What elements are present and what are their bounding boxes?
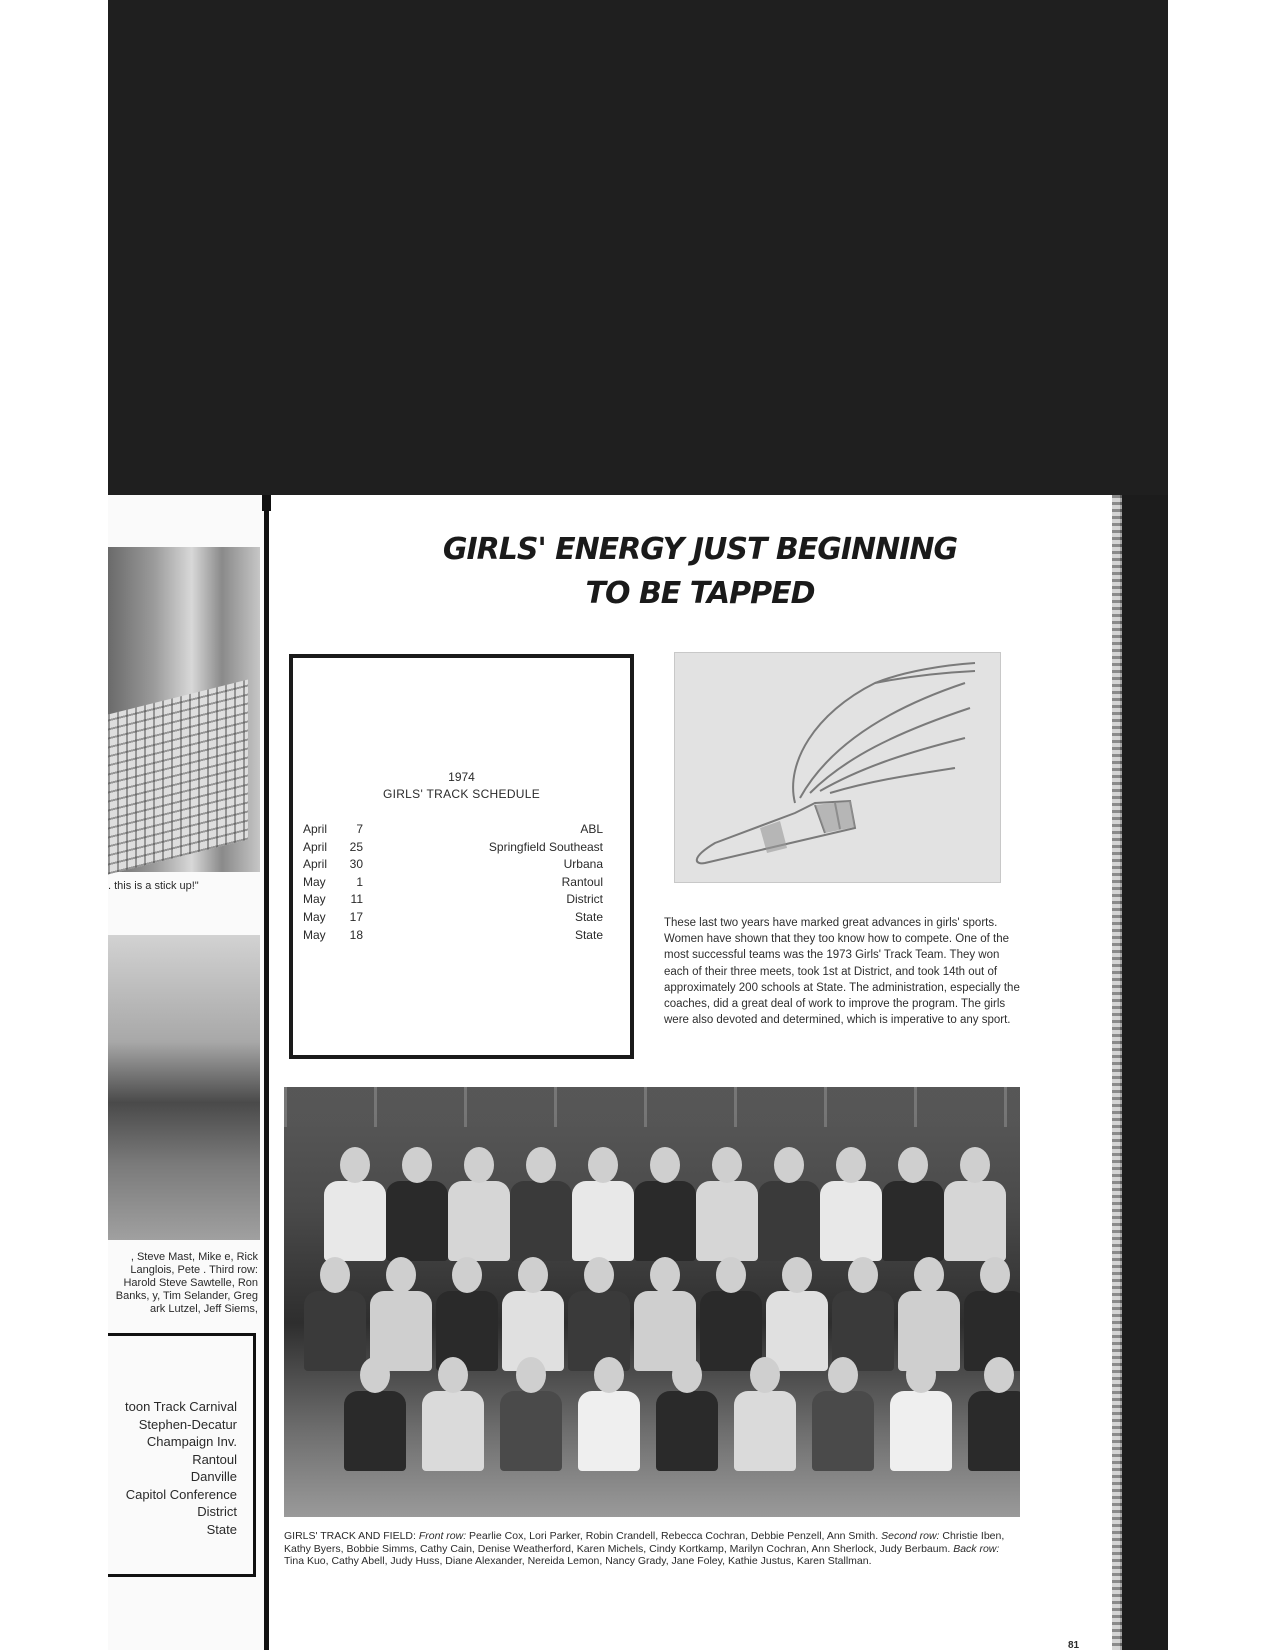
team-member-body: [820, 1181, 882, 1261]
plaid-shirt-arm: [108, 680, 248, 875]
schedule-day: 25: [349, 839, 363, 854]
team-group-photo: [284, 1087, 1020, 1517]
team-member-head: [750, 1357, 780, 1393]
team-member-head: [914, 1257, 944, 1293]
team-member-head: [774, 1147, 804, 1183]
left-photo-boys-team: [108, 935, 260, 1240]
team-member-head: [898, 1147, 928, 1183]
schedule-title: GIRLS' TRACK SCHEDULE: [382, 787, 541, 801]
page-edge-stack: [1112, 495, 1122, 1650]
schedule-opponent: District: [566, 892, 603, 907]
schedule-month: April: [303, 857, 328, 872]
team-member-head: [712, 1147, 742, 1183]
schedule-month: May: [303, 909, 326, 924]
team-member-head: [672, 1357, 702, 1393]
team-member-body: [634, 1181, 696, 1261]
team-member-head: [402, 1147, 432, 1183]
team-member-body: [344, 1391, 406, 1471]
team-member-head: [584, 1257, 614, 1293]
caption-second-label: Second row:: [881, 1530, 940, 1542]
team-member-head: [650, 1147, 680, 1183]
article-paragraph: These last two years have marked great advances in girls' sports. Women have shown that they too know how to compete. One of the most successful teams was the 1973 Girls' Track Team. They won each of their three meets, took 1st at District, and took 14th out of approximately 200 schools at State. The administration, especially the coaches, did a great deal of work to improve the program. The girls were also devoted and determined, which is imperative to any sport.: [664, 917, 1020, 1027]
schedule-row: [303, 857, 603, 875]
scan-background-right: [1120, 495, 1168, 1650]
team-member-head: [360, 1357, 390, 1393]
caption-back-label: Back row:: [953, 1542, 1000, 1555]
winged-shoe-drawing: [674, 652, 1001, 883]
team-member-head: [320, 1257, 350, 1293]
caption-front-names: Pearlie Cox, Lori Parker, Robin Crandell, Rebecca Cochran, Debbie Penzell, Ann Smith.: [469, 1530, 879, 1542]
schedule-year: 1974: [448, 770, 475, 784]
left-caption-roster: , Steve Mast, Mike e, Rick Langlois, Pete . Third row: Harold Steve Sawtelle, Ron Banks, y, Tim Selander, Greg ark Lutzel, Jeff Siems,: [115, 1251, 258, 1315]
team-member-head: [386, 1257, 416, 1293]
team-member-body: [572, 1181, 634, 1261]
team-member-head: [526, 1147, 556, 1183]
team-member-head: [594, 1357, 624, 1393]
schedule-month: April: [303, 822, 328, 836]
left-caption-stickup: . this is a stick up!": [108, 880, 199, 892]
team-member-body: [944, 1181, 1006, 1261]
team-member-body: [578, 1391, 640, 1471]
team-member-body: [882, 1181, 944, 1261]
left-schedule-item: District: [197, 1504, 237, 1519]
schedule-opponent: State: [574, 927, 603, 942]
team-member-body: [766, 1291, 828, 1371]
team-member-head: [588, 1147, 618, 1183]
team-member-body: [696, 1181, 758, 1261]
book-gutter: [264, 495, 269, 1650]
team-member-head: [716, 1257, 746, 1293]
left-schedule-item: Stephen-Decatur: [138, 1416, 237, 1432]
schedule-day: 11: [350, 892, 363, 907]
schedule-day: 1: [356, 874, 363, 889]
team-member-head: [650, 1257, 680, 1293]
team-member-body: [386, 1181, 448, 1261]
left-facing-page: [108, 495, 266, 1650]
team-member-head: [848, 1257, 878, 1293]
schedule-row: [303, 875, 603, 893]
team-member-body: [510, 1181, 572, 1261]
team-member-head: [782, 1257, 812, 1293]
team-member-body: [700, 1291, 762, 1371]
gym-bleachers: [284, 1087, 1020, 1127]
caption-second-names: Christie Iben, Kathy Byers, Bobbie Simms, Cathy Cain, Denise Weatherford, Karen Michels, Cindy Kortkamp, Marilyn Cochran, Ann Sherlock, Judy Berbaum.: [284, 1530, 1005, 1555]
schedule-day: 7: [356, 822, 363, 836]
schedule-opponent: ABL: [580, 822, 603, 836]
schedule-row: [303, 840, 603, 858]
left-schedule-item: State: [206, 1521, 237, 1537]
schedule-row: [303, 822, 603, 840]
page-number: 81: [1068, 1640, 1080, 1651]
team-member-head: [836, 1147, 866, 1183]
team-member-head: [516, 1357, 546, 1393]
team-member-body: [758, 1181, 820, 1261]
schedule-month: May: [303, 927, 326, 942]
team-member-head: [980, 1257, 1010, 1293]
schedule-opponent: State: [574, 909, 603, 924]
team-member-body: [734, 1391, 796, 1471]
team-photo-caption: [284, 1530, 1014, 1568]
team-member-head: [452, 1257, 482, 1293]
track-schedule-box: [289, 654, 634, 1059]
left-schedule-item: toon Track Carnival: [125, 1399, 237, 1414]
team-member-head: [438, 1357, 468, 1393]
team-member-body: [656, 1391, 718, 1471]
team-member-body: [812, 1391, 874, 1471]
schedule-month: May: [303, 874, 326, 889]
team-member-body: [324, 1181, 386, 1261]
team-member-head: [828, 1357, 858, 1393]
headline-line-1: GIRLS' ENERGY JUST BEGINNING: [442, 532, 958, 567]
team-member-head: [906, 1357, 936, 1393]
schedule-row: [303, 928, 603, 946]
headline-line-2: TO BE TAPPED: [585, 576, 815, 611]
caption-front-label: Front row:: [418, 1530, 467, 1542]
team-member-body: [448, 1181, 510, 1261]
team-member-body: [500, 1391, 562, 1471]
schedule-day: 30: [349, 857, 363, 872]
schedule-month: May: [303, 892, 326, 907]
team-member-head: [464, 1147, 494, 1183]
left-schedule-list: [125, 1398, 237, 1538]
team-member-body: [968, 1391, 1020, 1471]
schedule-row: [303, 910, 603, 928]
page-headline: [290, 528, 1110, 616]
team-member-head: [340, 1147, 370, 1183]
caption-back-names: Tina Kuo, Cathy Abell, Judy Huss, Diane Alexander, Nereida Lemon, Nancy Grady, Jane Foley, Kathie Justus, Karen Stallman.: [284, 1555, 872, 1567]
team-member-body: [890, 1391, 952, 1471]
team-member-head: [984, 1357, 1014, 1393]
team-member-head: [518, 1257, 548, 1293]
caption-lead: GIRLS' TRACK AND FIELD:: [284, 1530, 416, 1542]
schedule-month: April: [303, 839, 328, 854]
schedule-day: 17: [349, 909, 363, 924]
left-photo-stickup: [108, 547, 260, 872]
schedule-rows: [303, 822, 603, 945]
left-schedule-box: [108, 1333, 256, 1577]
team-member-head: [960, 1147, 990, 1183]
team-member-body: [422, 1391, 484, 1471]
team-member-body: [304, 1291, 366, 1371]
left-schedule-item: Champaign Inv.: [146, 1434, 237, 1449]
left-schedule-item: Rantoul: [192, 1451, 237, 1467]
scan-background-top: [108, 0, 1168, 495]
schedule-opponent: Springfield Southeast: [488, 839, 603, 854]
left-schedule-item: Capitol Conference: [125, 1486, 237, 1502]
schedule-opponent: Urbana: [563, 857, 603, 872]
left-schedule-item: Danville: [190, 1469, 237, 1484]
winged-shoe-icon: [675, 653, 1000, 882]
schedule-opponent: Rantoul: [561, 874, 603, 889]
schedule-day: 18: [349, 927, 363, 942]
gutter-tick: [262, 495, 271, 511]
schedule-row: [303, 892, 603, 910]
team-member-body: [568, 1291, 630, 1371]
